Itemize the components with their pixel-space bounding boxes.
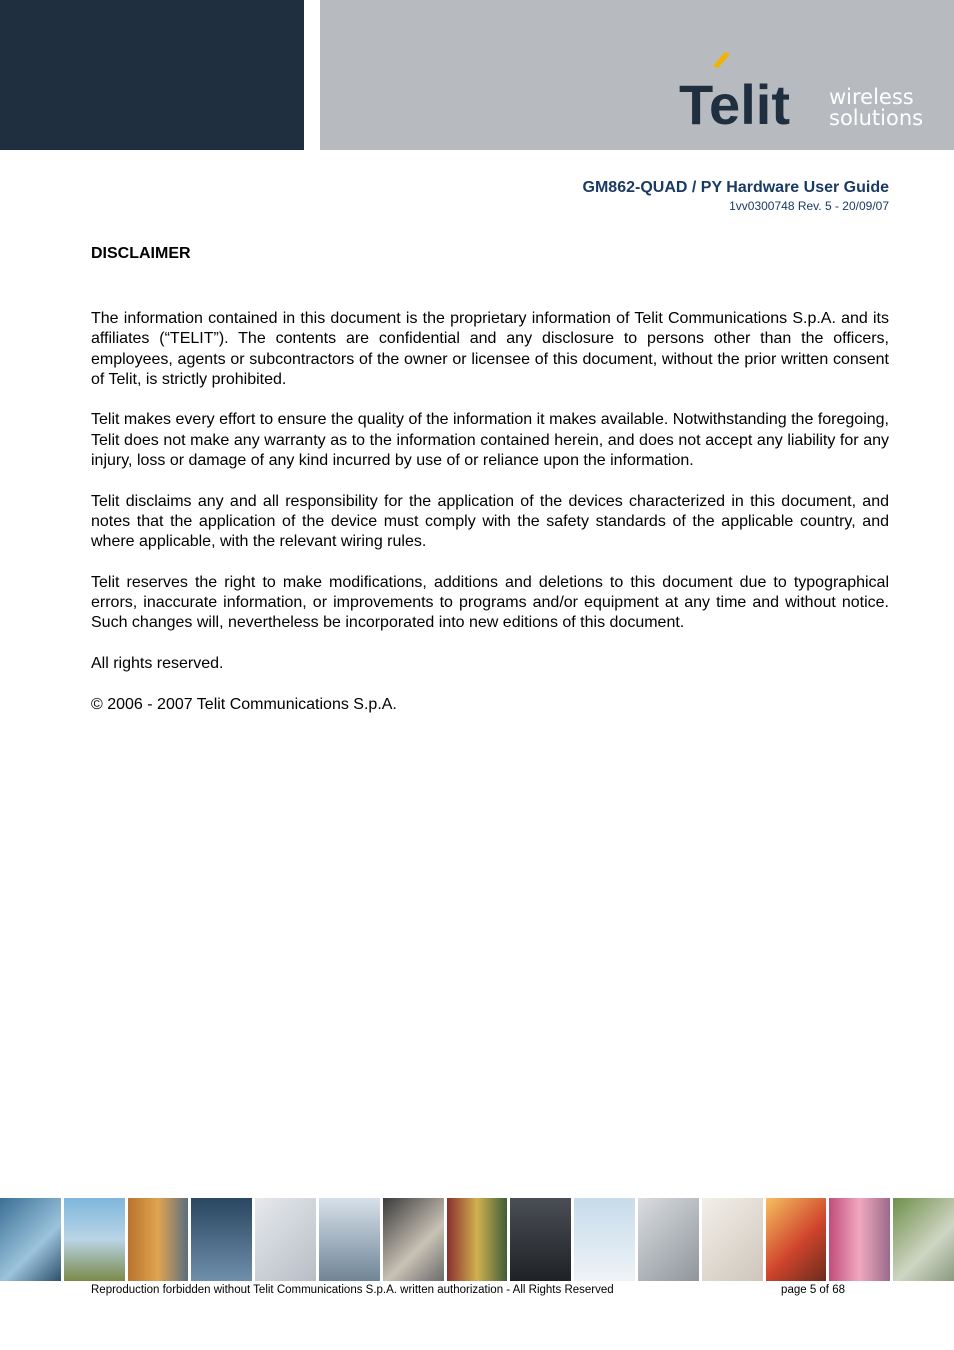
disclaimer-body xyxy=(91,309,889,735)
photo-tile xyxy=(893,1198,954,1281)
paragraph-copyright: © 2006 - 2007 Telit Communications S.p.A. xyxy=(91,695,397,713)
page-footer xyxy=(91,1284,851,1296)
paragraph-modifications: Telit reserves the right to make modifications, additions and deletions to this document due to typographical errors, inaccurate information, or improvements to programs and/or equipment at any time and without notice. Such changes will, nevertheless be incorporated into new editions of this document. xyxy=(91,573,889,632)
document-revision: 1vv0300748 Rev. 5 - 20/09/07 xyxy=(729,199,889,213)
photo-tile xyxy=(510,1198,571,1281)
photo-tile xyxy=(638,1198,699,1281)
photo-tile xyxy=(0,1198,61,1281)
photo-tile xyxy=(766,1198,827,1281)
header-banner-dark xyxy=(0,0,304,150)
telit-logo xyxy=(675,48,930,133)
photo-tile xyxy=(383,1198,444,1281)
paragraph-warranty: Telit makes every effort to ensure the quality of the information it makes available. Notwithstanding the foregoing, Telit does not make any warranty as to the information contained herein, and does not accept any liability for any injury, loss or damage of any kind incurred by use of or reliance upon the information. xyxy=(91,411,889,470)
logo-tagline-2: solutions xyxy=(829,106,924,130)
photo-tile xyxy=(191,1198,252,1281)
photo-tile xyxy=(574,1198,635,1281)
paragraph-responsibility: Telit disclaims any and all responsibility for the application of the devices characterized in this document, and notes that the application of the device must comply with the safety standards of the applicable country, and where applicable, with the relevant wiring rules. xyxy=(91,492,889,551)
section-heading: DISCLAIMER xyxy=(91,245,191,262)
document-title: GM862-QUAD / PY Hardware User Guide xyxy=(582,179,889,196)
photo-tile xyxy=(255,1198,316,1281)
logo-tagline-1: wireless xyxy=(829,85,914,109)
photo-tile xyxy=(128,1198,189,1281)
photo-strip xyxy=(0,1198,954,1281)
photo-tile xyxy=(64,1198,125,1281)
photo-tile xyxy=(319,1198,380,1281)
footer-notice: Reproduction forbidden without Telit Communications S.p.A. written authorization - All Rights Reserved xyxy=(91,1284,614,1296)
logo-wordmark: Telit xyxy=(679,73,790,133)
photo-tile xyxy=(829,1198,890,1281)
photo-tile xyxy=(447,1198,508,1281)
page-number: page 5 of 68 xyxy=(781,1284,845,1296)
paragraph-rights: All rights reserved. xyxy=(91,655,224,673)
header-banner-gap xyxy=(304,0,320,150)
paragraph-confidentiality: The information contained in this document is the proprietary information of Telit Communications S.p.A. and its affiliates (“TELIT”). The contents are confidential and any disclosure to persons other than the officers, employees, agents or subcontractors of the owner or licensee of this document, without the prior written consent of Telit, is strictly prohibited. xyxy=(91,310,889,388)
photo-tile xyxy=(702,1198,763,1281)
